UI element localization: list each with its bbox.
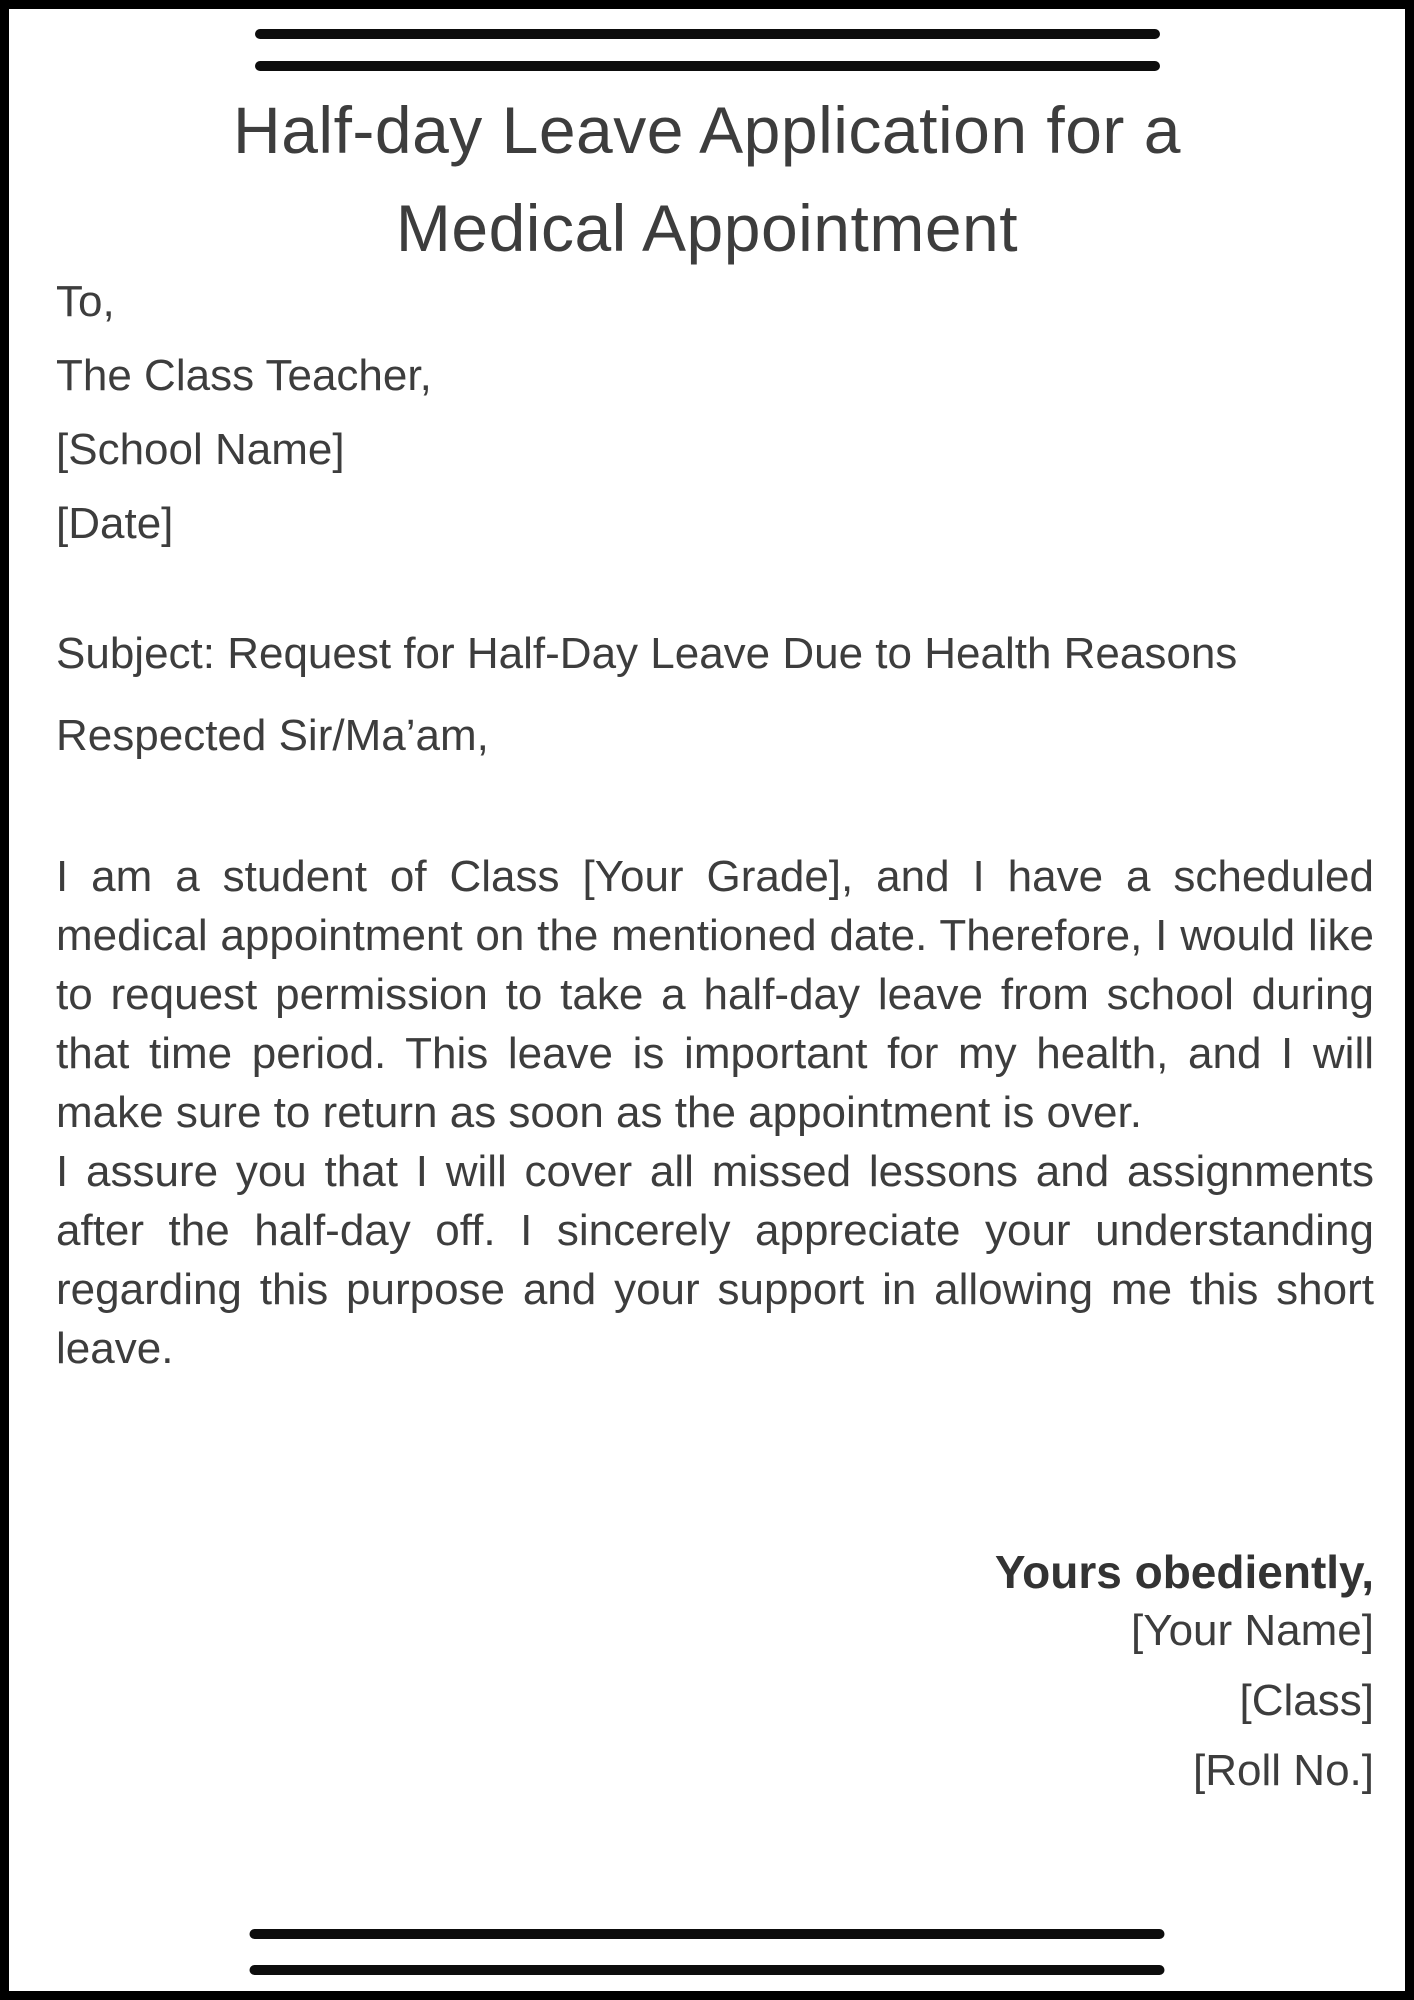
letter-body	[56, 847, 1374, 1378]
recipient-line-teacher: The Class Teacher,	[56, 351, 432, 400]
recipient-line-date: [Date]	[56, 499, 174, 548]
recipient-block	[56, 273, 1374, 553]
top-divider	[255, 29, 1160, 71]
body-paragraph-2: I assure you that I will cover all missed lessons and assignments after the half-day off. I sincerely appreciate your understanding regarding this purpose and your support in allowing me this short leave.	[56, 1147, 1374, 1373]
top-rule-2	[255, 61, 1160, 71]
body-paragraph-1: I am a student of Class [Your Grade], and I have a scheduled medical appointment on the mentioned date. Therefore, I would like to request permission to take a half-day leave from school during that time period. This leave is important for my health, and I will make sure to return as soon as the appointment is over.	[56, 852, 1374, 1137]
top-rule-1	[255, 29, 1160, 39]
recipient-line-to: To,	[56, 277, 115, 326]
subject-line: Subject: Request for Half-Day Leave Due to Health Reasons	[56, 629, 1238, 678]
bottom-rule-2	[250, 1965, 1165, 1975]
bottom-divider	[250, 1929, 1165, 1975]
salutation: Respected Sir/Ma’am,	[56, 711, 489, 760]
closing-block	[56, 1542, 1374, 1800]
page-title: Half-day Leave Application for a Medical Appointment	[233, 93, 1181, 265]
signoff: Yours obediently,	[994, 1546, 1374, 1598]
bottom-rule-1	[250, 1929, 1165, 1939]
signature-roll-no: [Roll No.]	[1193, 1746, 1374, 1795]
recipient-line-school-name: [School Name]	[56, 425, 345, 474]
letter-content	[9, 273, 1405, 1800]
signature-name: [Your Name]	[1131, 1606, 1374, 1655]
signature-class: [Class]	[1239, 1676, 1374, 1725]
